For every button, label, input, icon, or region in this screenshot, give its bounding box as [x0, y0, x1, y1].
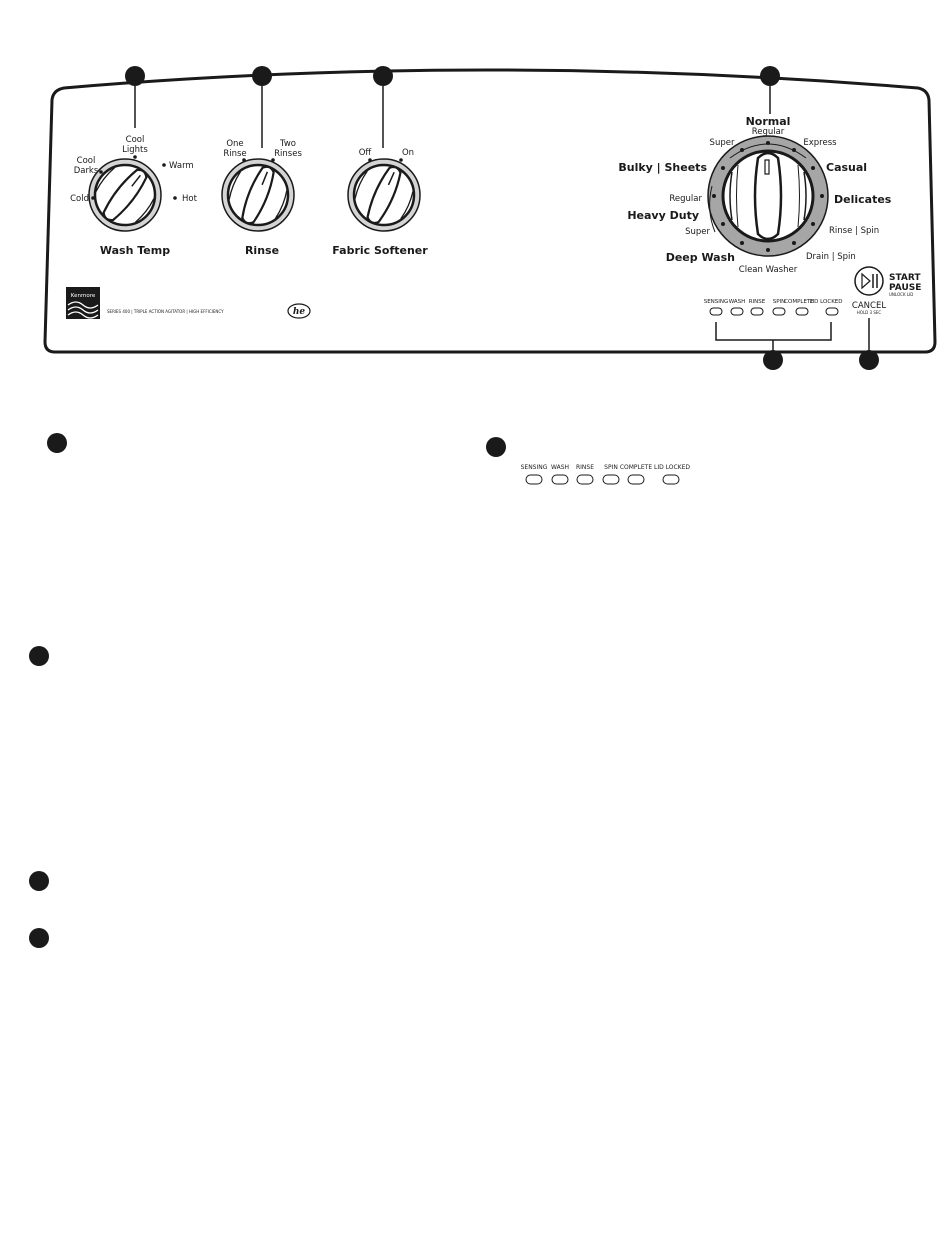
status-detail-label: SENSING [520, 464, 548, 471]
panel-status-lights [704, 299, 843, 315]
cycle-heavy-duty-super: Super [685, 227, 710, 237]
he-badge-icon [288, 304, 310, 318]
panel-status-label: RINSE [748, 299, 766, 305]
fabric-softener-title: Fabric Softener [332, 244, 428, 257]
cycle-delicates: Delicates [834, 193, 892, 206]
cycle-heavy-duty-regular: Regular [669, 194, 702, 204]
callout-start [859, 318, 879, 370]
callout-wash-temp [125, 66, 145, 128]
rinse-title: Rinse [244, 244, 280, 257]
fabric-softener-on: On [401, 148, 415, 158]
rinse-one: One [226, 139, 244, 149]
cycle-rinse-spin: Rinse | Spin [829, 226, 880, 236]
status-detail-light [603, 475, 619, 484]
status-light [710, 308, 722, 315]
wash-temp-hot: Hot [182, 194, 197, 204]
callout-cycle [760, 66, 780, 114]
cycle-normal-regular: Regular [751, 127, 785, 137]
status-detail-label: COMPLETE [619, 464, 653, 471]
panel-status-label: LID LOCKED [809, 299, 843, 305]
panel-status-label: SENSING [703, 299, 729, 305]
section-marker-1 [47, 433, 67, 453]
status-light [731, 308, 743, 315]
cycle-express: Express [803, 138, 837, 148]
unlock-lid-label: UNLOCK LID [889, 292, 914, 297]
cycle-normal-super: Super [709, 138, 735, 148]
status-light [796, 308, 808, 315]
brand-tagline: SERIES 400 | TRIPLE ACTION AGITATOR | HIGH EFFICIENCY [107, 309, 224, 314]
status-light [826, 308, 838, 315]
callout-fabric-softener [373, 66, 393, 148]
status-detail-label: RINSE [575, 464, 595, 471]
status-detail-label: SPIN [604, 464, 618, 471]
callout-status-lights [716, 322, 831, 370]
cancel-label: CANCEL [851, 301, 887, 311]
wash-temp-cool-lights-2: Lights [122, 145, 148, 155]
section-marker-4 [29, 928, 49, 948]
panel-status-label: SPIN [772, 299, 786, 305]
wash-temp-cool-darks-2: Darks [73, 166, 99, 176]
cycle-heavy-duty: Heavy Duty [627, 209, 699, 222]
status-light [773, 308, 785, 315]
wash-temp-title: Wash Temp [99, 244, 171, 257]
wash-temp-cool-darks: Cool [76, 156, 96, 166]
rinse-two: Two [280, 139, 296, 149]
cycle-deep-wash: Deep Wash [665, 251, 735, 264]
status-detail-label: WASH [550, 464, 570, 471]
status-detail-light [577, 475, 593, 484]
rinse-knob[interactable] [222, 157, 294, 232]
hold-label: HOLD 3 SEC [856, 310, 882, 315]
rinse-one-2: Rinse [223, 149, 247, 159]
cycle-clean-washer: Clean Washer [738, 265, 798, 275]
status-detail-light [526, 475, 542, 484]
status-detail-label: LID LOCKED [653, 464, 691, 471]
svg-text:Kenmore: Kenmore [70, 293, 96, 299]
cycle-drain-spin: Drain | Spin [806, 252, 856, 262]
panel-status-label: COMPLETE [784, 299, 814, 305]
rinse-two-2: Rinses [274, 149, 302, 159]
wash-temp-warm: Warm [169, 161, 194, 171]
pause-label: PAUSE [889, 283, 922, 293]
status-light [751, 308, 763, 315]
status-detail-light [628, 475, 644, 484]
cycle-knob[interactable] [708, 136, 828, 256]
kenmore-logo [66, 287, 100, 319]
cycle-casual: Casual [826, 161, 868, 174]
svg-text:he: he [292, 307, 306, 317]
wash-temp-cold: Cold [70, 194, 89, 204]
start-pause-button[interactable] [855, 267, 883, 295]
start-label: START [889, 273, 921, 283]
fabric-softener-off: Off [358, 148, 372, 158]
section-marker-2 [29, 646, 49, 666]
status-lights-detail [521, 464, 691, 484]
section-marker-5 [486, 437, 506, 457]
cycle-normal: Normal [745, 115, 791, 128]
panel-status-label: WASH [728, 299, 746, 305]
status-detail-light [552, 475, 568, 484]
section-marker-3 [29, 871, 49, 891]
fabric-softener-knob[interactable] [348, 157, 421, 233]
cycle-bulky-sheets: Bulky | Sheets [618, 161, 707, 174]
wash-temp-cool-lights: Cool [125, 135, 145, 145]
callout-rinse [252, 66, 272, 148]
status-detail-light [663, 475, 679, 484]
